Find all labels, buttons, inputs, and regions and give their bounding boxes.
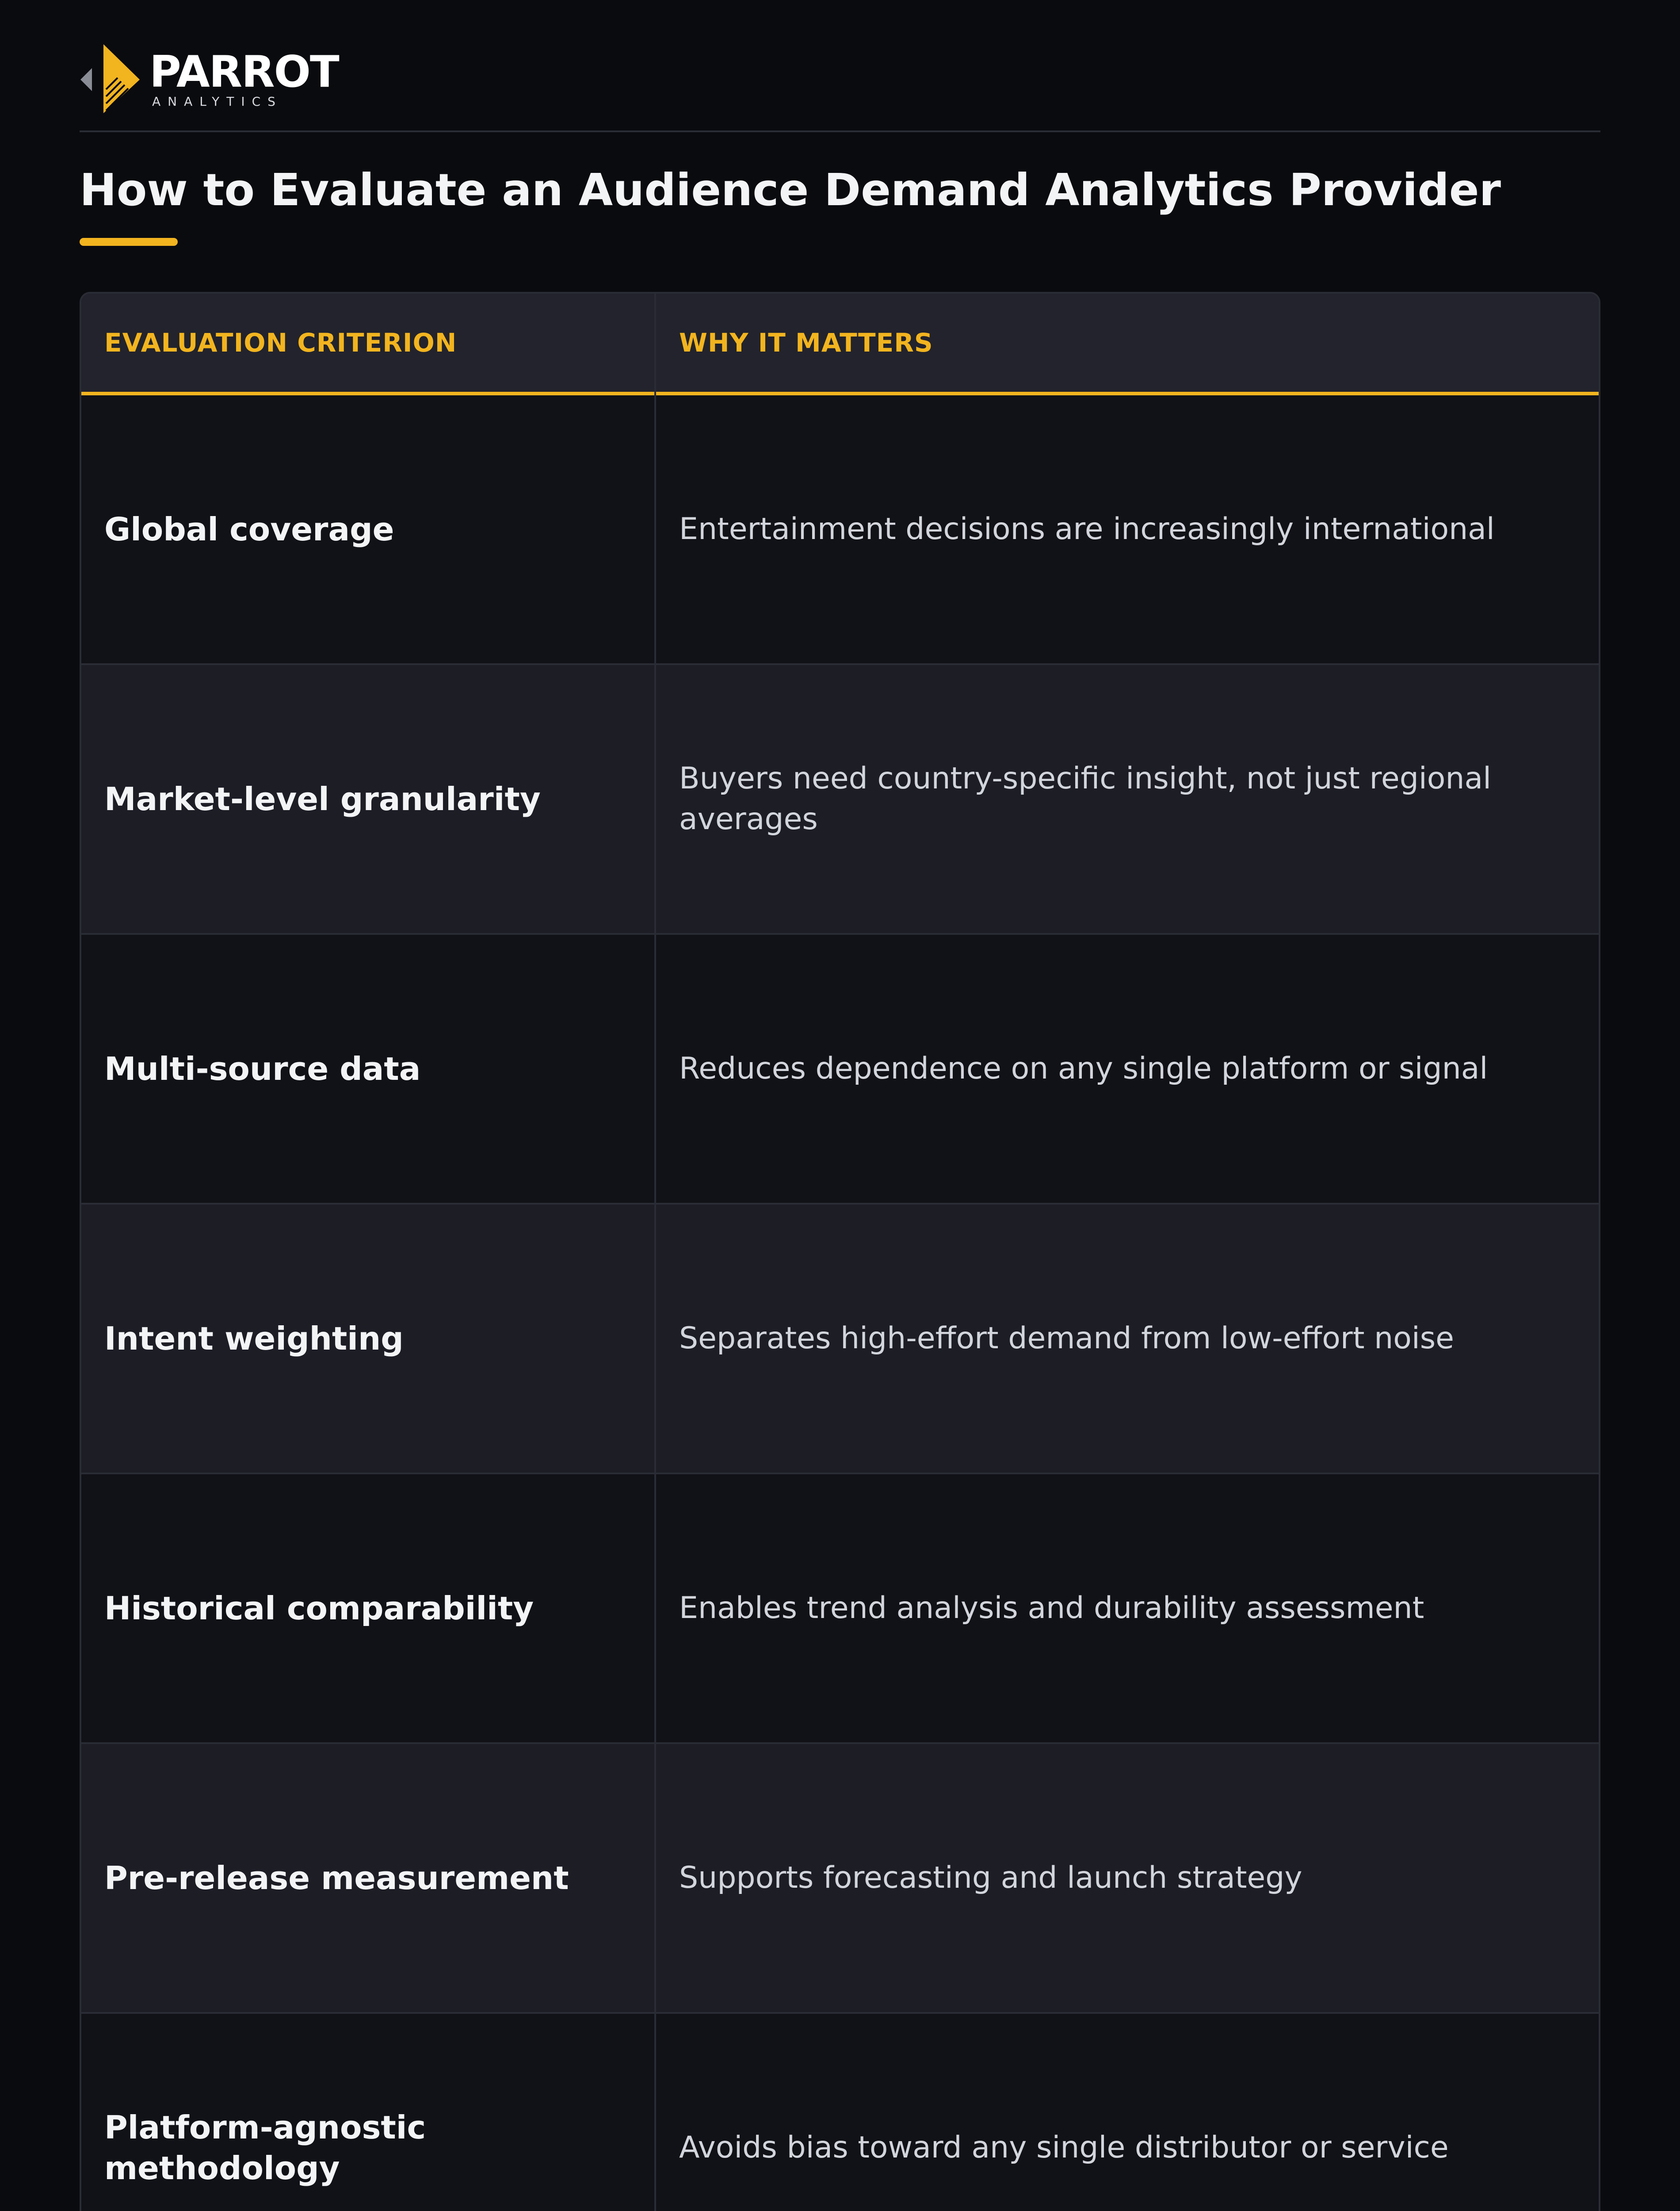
column-header-why: WHY IT MATTERS	[679, 328, 933, 358]
reason-cell: Buyers need country-specific insight, not just regional averages	[679, 761, 1492, 837]
reason-cell: Enables trend analysis and durability assessment	[679, 1591, 1424, 1626]
table-row	[81, 2014, 1599, 2211]
reason-cell: Reduces dependence on any single platform or signal	[679, 1051, 1488, 1086]
header	[80, 44, 1600, 132]
criterion-cell: Market-level granularity	[104, 780, 541, 818]
table-row	[81, 935, 1599, 1205]
evaluation-table	[80, 292, 1600, 2211]
table-row	[81, 395, 1599, 665]
criterion-cell: Multi-source data	[104, 1050, 421, 1087]
criterion-cell: Pre-release measurement	[104, 1859, 569, 1897]
table-header	[81, 294, 1599, 395]
brand-name: PARROT	[149, 47, 339, 97]
brand-subtitle: ANALYTICS	[152, 94, 283, 109]
parrot-logo-mark	[102, 44, 141, 115]
page-title: How to Evaluate an Audience Demand Analytics Provider	[80, 164, 1501, 216]
criterion-cell: Intent weighting	[104, 1320, 404, 1357]
criterion-cell: Global coverage	[104, 511, 394, 548]
table-row	[81, 1744, 1599, 2014]
table-row	[81, 1474, 1599, 1744]
reason-cell: Avoids bias toward any single distributor or service	[679, 2130, 1449, 2165]
reason-cell: Entertainment decisions are increasingly international	[679, 512, 1495, 547]
table-row	[81, 1205, 1599, 1474]
criterion-cell: Historical comparability	[104, 1590, 534, 1627]
logo[interactable]	[80, 44, 339, 115]
column-header-criterion: EVALUATION CRITERION	[104, 328, 457, 358]
table-row	[81, 665, 1599, 935]
reason-cell: Separates high-effort demand from low-effort noise	[679, 1321, 1454, 1356]
reason-cell: Supports forecasting and launch strategy	[679, 1860, 1302, 1895]
chevron-left-icon	[80, 66, 93, 93]
criterion-cell: Platform-agnostic methodology	[104, 2109, 426, 2187]
column-divider	[654, 294, 656, 2211]
title-underline	[80, 238, 178, 246]
